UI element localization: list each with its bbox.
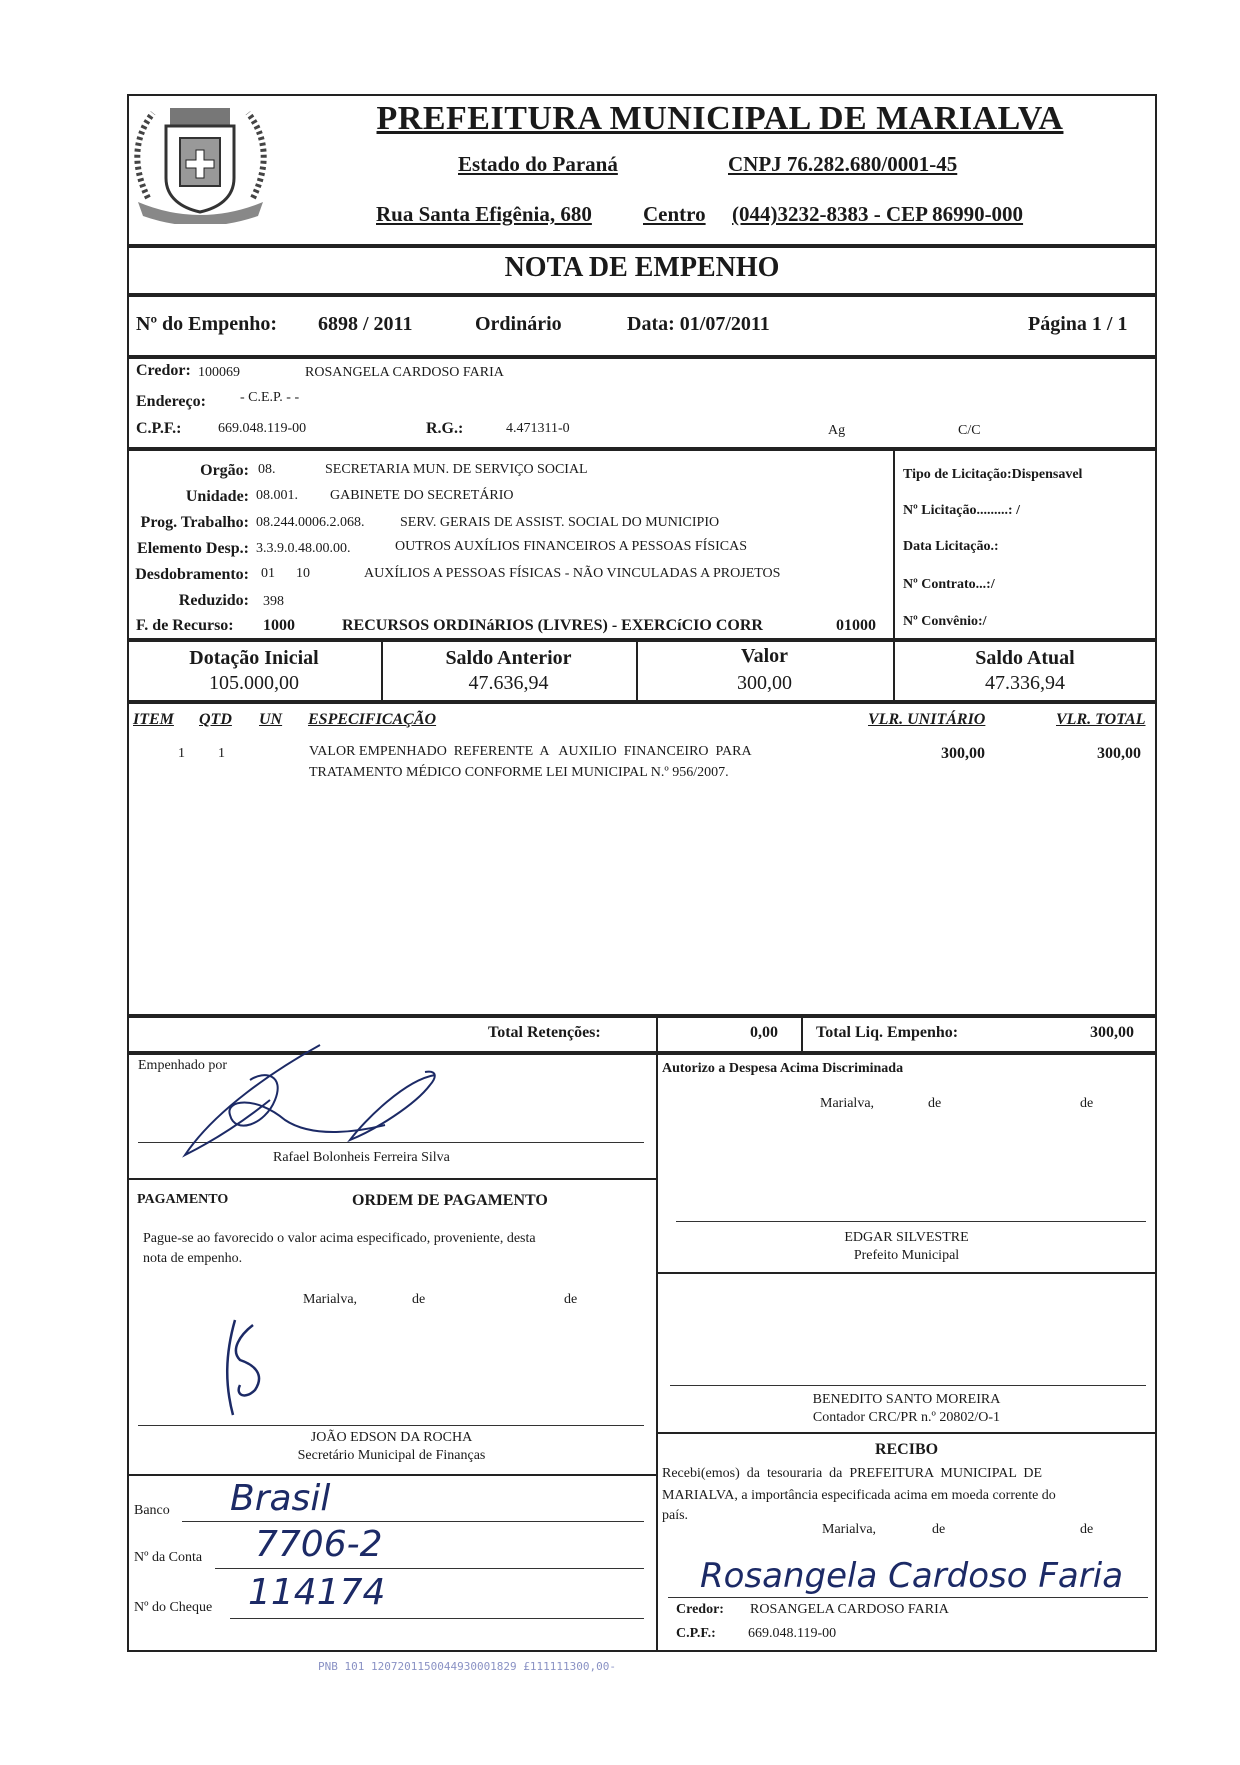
dotacao-label: Dotação Inicial [189, 647, 319, 669]
desdobramento-desc: AUXÍLIOS A PESSOAS FÍSICAS - NÃO VINCULADAS A PROJETOS [364, 566, 781, 581]
item-spec-line2: TRATAMENTO MÉDICO CONFORME LEI MUNICIPAL N.º 956/2007. [309, 765, 729, 780]
recibo-text-line2: MARIALVA, a importância especificada acima em moeda corrente do [662, 1488, 1056, 1503]
unidade-desc: GABINETE DO SECRETÁRIO [330, 488, 514, 503]
valor-value: 300,00 [737, 672, 792, 694]
recibo-title: RECIBO [874, 1441, 939, 1458]
prefeito-name: EDGAR SILVESTRE [844, 1230, 969, 1245]
recibo-cpf-label: C.P.F.: [676, 1626, 716, 1641]
saldo-atual-label: Saldo Atual [975, 647, 1075, 669]
saldo-anterior-label: Saldo Anterior [445, 647, 572, 669]
credor-label: Credor: [136, 362, 191, 379]
rg-value: 4.471311-0 [506, 421, 570, 436]
banco-label: Banco [134, 1503, 170, 1518]
secretario-title: Secretário Municipal de Finanças [297, 1448, 486, 1463]
address-label: Endereço: [136, 393, 206, 410]
autorizo-de2: de [1080, 1096, 1094, 1111]
prog-trabalho-label: Prog. Trabalho: [140, 514, 249, 531]
licitacao-tipo: Tipo de Licitação:Dispensavel [903, 467, 1083, 482]
liq-empenho-value: 300,00 [1090, 1024, 1134, 1041]
retencoes-value: 0,00 [750, 1024, 778, 1041]
recibo-text-line1: Recebi(emos) da tesouraria da PREFEITURA MUNICIPAL DE [662, 1466, 1043, 1481]
saldo-atual-value: 47.336,94 [985, 672, 1065, 694]
col-item: ITEM [133, 711, 174, 728]
credor-name: ROSANGELA CARDOSO FARIA [305, 365, 504, 380]
recibo-credor-name: ROSANGELA CARDOSO FARIA [750, 1602, 949, 1617]
item-qtd: 1 [218, 746, 225, 761]
pagamento-de1: de [412, 1292, 426, 1307]
item-unit-value: 300,00 [941, 745, 985, 762]
reduzido-label: Reduzido: [178, 592, 249, 609]
phone-cep: (044)3232-8383 - CEP 86990-000 [732, 202, 1024, 226]
licitacao-data: Data Licitação.: [903, 539, 999, 554]
item-total-value: 300,00 [1097, 745, 1141, 762]
col-vlr-total: VLR. TOTAL [1056, 711, 1146, 728]
empenho-number-label: Nº do Empenho: [136, 313, 278, 335]
dotacao-value: 105.000,00 [209, 672, 299, 694]
street-address: Rua Santa Efigênia, 680 [376, 202, 592, 226]
recibo-text-line3: país. [662, 1508, 689, 1523]
convenio-numero: Nº Convênio:/ [903, 614, 987, 629]
district: Centro [643, 202, 706, 226]
elemento-label: Elemento Desp.: [137, 540, 249, 557]
ag-label: Ag [828, 423, 846, 438]
col-especificacao: ESPECIFICAÇÃO [308, 711, 437, 728]
saldo-anterior-value: 47.636,94 [468, 672, 549, 694]
elemento-desc: OUTROS AUXÍLIOS FINANCEIROS A PESSOAS FÍSICAS [395, 539, 748, 554]
pagamento-label: PAGAMENTO [137, 1192, 229, 1207]
state-name: Estado do Paraná [458, 152, 618, 176]
cc-label: C/C [958, 423, 981, 438]
cpf-label: C.P.F.: [136, 420, 182, 437]
credor-signature: Rosangela Cardoso Faria [700, 1556, 1124, 1596]
recurso-desc: RECURSOS ORDINáRIOS (LIVRES) - EXERCíCIO CORR [342, 617, 763, 634]
col-vlr-unitario: VLR. UNITÁRIO [868, 711, 986, 728]
unidade-label: Unidade: [185, 488, 249, 505]
autorizo-city: Marialva, [820, 1096, 875, 1111]
banco-value: Brasil [230, 1478, 331, 1519]
recurso-label: F. de Recurso: [136, 617, 234, 634]
desdobramento-code: 01 10 [261, 566, 310, 581]
secretario-signature [205, 1315, 285, 1425]
empenhado-name: Rafael Bolonheis Ferreira Silva [273, 1150, 450, 1165]
recibo-city: Marialva, [822, 1522, 877, 1537]
pagamento-text-line2: nota de empenho. [143, 1251, 243, 1266]
empenhado-signature [175, 1040, 455, 1170]
empenho-type: Ordinário [475, 313, 562, 335]
recurso-code: 1000 [263, 617, 295, 634]
pagamento-text-line1: Pague-se ao favorecido o valor acima especificado, proveniente, desta [143, 1231, 536, 1246]
recurso-number: 01000 [836, 617, 876, 634]
cnpj: CNPJ 76.282.680/0001-45 [728, 152, 958, 176]
recibo-de1: de [932, 1522, 946, 1537]
cpf-value: 669.048.119-00 [218, 421, 307, 436]
prefeito-title: Prefeito Municipal [853, 1248, 960, 1263]
recibo-credor-label: Credor: [676, 1602, 724, 1617]
retencoes-label: Total Retenções: [488, 1024, 601, 1041]
orgao-desc: SECRETARIA MUN. DE SERVIÇO SOCIAL [325, 462, 588, 477]
recibo-cpf-value: 669.048.119-00 [748, 1626, 837, 1641]
desdobramento-label: Desdobramento: [135, 566, 249, 583]
elemento-code: 3.3.9.0.48.00.00. [256, 541, 351, 556]
credor-code: 100069 [198, 365, 240, 380]
orgao-label: Orgão: [200, 462, 249, 479]
conta-value: 7706-2 [255, 1524, 383, 1565]
liq-empenho-label: Total Liq. Empenho: [816, 1024, 959, 1041]
empenho-number: 6898 / 2011 [318, 313, 413, 335]
col-qtd: QTD [199, 711, 232, 728]
municipality-title: PREFEITURA MUNICIPAL DE MARIALVA [376, 100, 1064, 137]
document-title: NOTA DE EMPENHO [504, 252, 780, 283]
item-number: 1 [178, 746, 185, 761]
bank-stamp: PNB 101 1207201150044930001829 £111111300,00- [318, 1660, 617, 1673]
contador-title: Contador CRC/PR n.º 20802/O-1 [812, 1410, 1001, 1425]
cheque-value: 114174 [248, 1572, 386, 1613]
pagamento-de2: de [564, 1292, 578, 1307]
empenhado-label: Empenhado por [138, 1058, 228, 1073]
ordem-pagamento-label: ORDEM DE PAGAMENTO [352, 1192, 548, 1209]
prog-trabalho-desc: SERV. GERAIS DE ASSIST. SOCIAL DO MUNICIPIO [400, 515, 720, 530]
col-un: UN [259, 711, 283, 728]
autorizo-label: Autorizo a Despesa Acima Discriminada [662, 1061, 904, 1076]
address-value: - C.E.P. - - [240, 390, 300, 405]
contrato-numero: Nº Contrato...:/ [903, 577, 995, 592]
conta-label: Nº da Conta [134, 1550, 203, 1565]
secretario-name: JOÃO EDSON DA ROCHA [310, 1430, 473, 1445]
cheque-label: Nº do Cheque [134, 1600, 213, 1615]
rg-label: R.G.: [426, 420, 464, 437]
page-number: Página 1 / 1 [1028, 313, 1128, 335]
item-spec-line1: VALOR EMPENHADO REFERENTE A AUXILIO FINANCEIRO PARA [309, 744, 752, 759]
empenho-date: Data: 01/07/2011 [627, 313, 770, 335]
contador-name: BENEDITO SANTO MOREIRA [812, 1392, 1001, 1407]
licitacao-numero: Nº Licitação.........: / [903, 503, 1020, 518]
valor-label: Valor [740, 645, 789, 667]
recibo-de2: de [1080, 1522, 1094, 1537]
prog-trabalho-code: 08.244.0006.2.068. [256, 515, 365, 530]
orgao-code: 08. [258, 462, 276, 477]
unidade-code: 08.001. [256, 488, 298, 503]
reduzido-code: 398 [263, 594, 284, 609]
autorizo-de1: de [928, 1096, 942, 1111]
pagamento-city: Marialva, [303, 1292, 358, 1307]
